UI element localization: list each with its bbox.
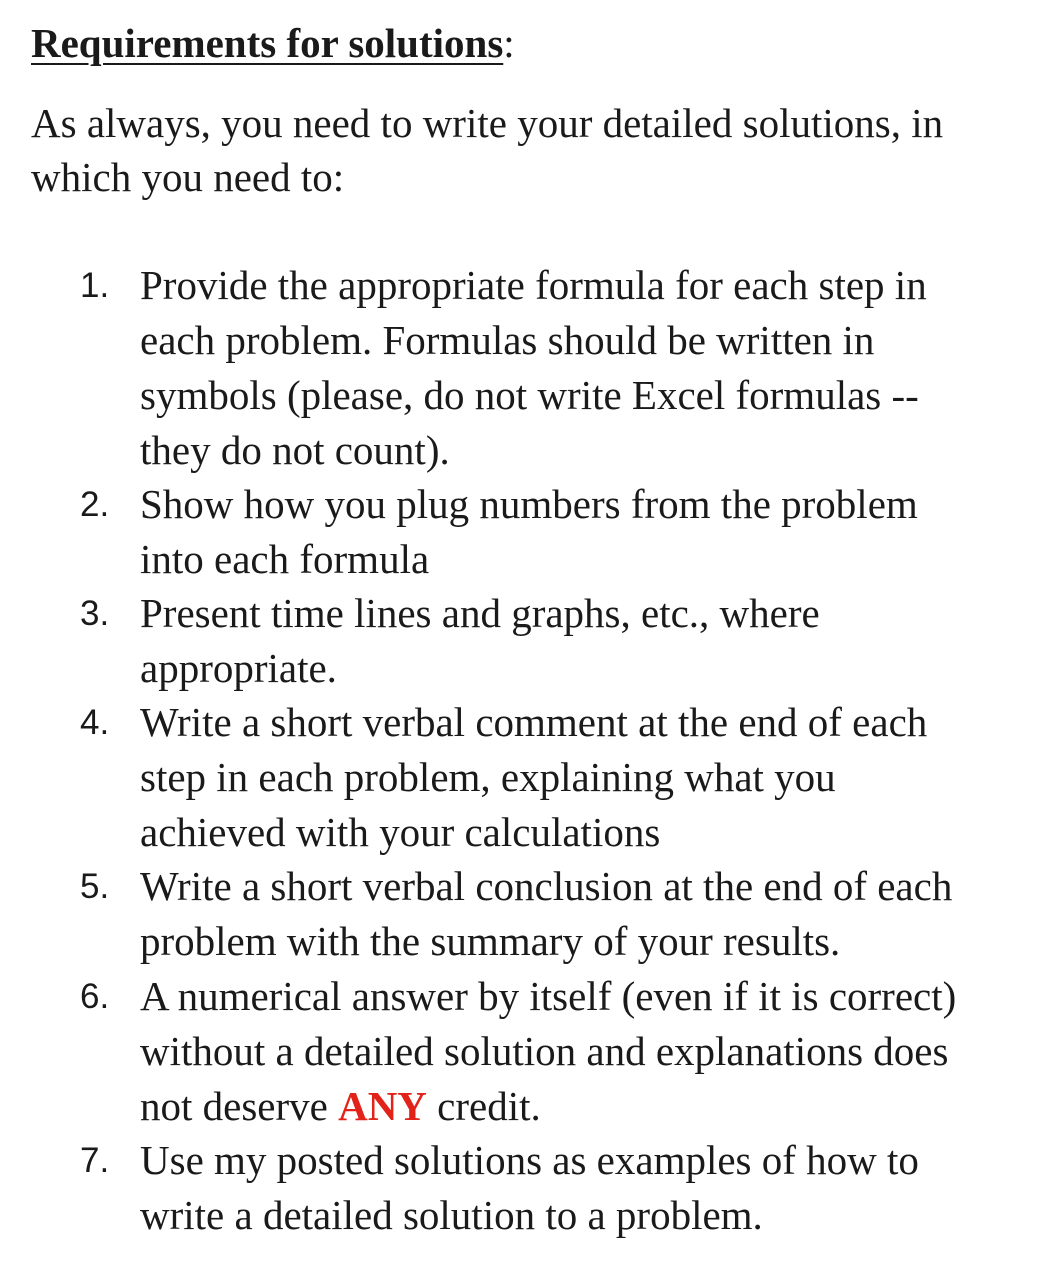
item-number: 2. xyxy=(80,485,110,524)
item-number: 1. xyxy=(80,266,110,305)
item-line: step in each problem, explaining what you xyxy=(140,754,836,800)
item-line: problem with the summary of your results. xyxy=(140,918,841,964)
item-line: into each formula xyxy=(140,536,430,582)
intro-line: which you need to: xyxy=(31,154,345,200)
heading-title: Requirements for solutions xyxy=(31,20,504,66)
item-line: Provide the appropriate formula for each step in xyxy=(140,262,927,308)
item-line: Write a short verbal conclusion at the end of each xyxy=(140,863,953,909)
item-line: write a detailed solution to a problem. xyxy=(140,1192,763,1238)
item-number: 3. xyxy=(80,594,110,633)
item-number: 5. xyxy=(80,867,110,906)
item-text xyxy=(140,969,1040,1134)
line-text-after: credit. xyxy=(426,1083,541,1129)
item-line: Use my posted solutions as examples of how to xyxy=(140,1137,919,1183)
item-number: 7. xyxy=(80,1141,110,1180)
section-heading xyxy=(31,18,515,68)
item-line: each problem. Formulas should be written in xyxy=(140,317,875,363)
intro-line: As always, you need to write your detailed solutions, in xyxy=(31,100,944,146)
intro-paragraph xyxy=(31,96,1031,204)
item-line: appropriate. xyxy=(140,645,337,691)
item-text xyxy=(140,1133,1040,1243)
item-text xyxy=(140,586,1040,696)
emphasis-any: ANY xyxy=(338,1083,427,1129)
item-line: Show how you plug numbers from the problem xyxy=(140,481,918,527)
item-line: without a detailed solution and explanations does xyxy=(140,1028,949,1074)
item-line xyxy=(140,1079,1040,1134)
item-number: 4. xyxy=(80,703,110,742)
item-text xyxy=(140,859,1040,969)
item-line: A numerical answer by itself (even if it is correct) xyxy=(140,973,957,1019)
item-text xyxy=(140,695,1040,860)
item-number: 6. xyxy=(80,977,110,1016)
line-text-before: not deserve xyxy=(140,1083,339,1129)
heading-colon: : xyxy=(503,20,515,66)
item-line: symbols (please, do not write Excel formulas -- xyxy=(140,372,919,418)
item-text xyxy=(140,477,1040,587)
item-line: they do not count). xyxy=(140,427,450,473)
item-line: achieved with your calculations xyxy=(140,809,661,855)
item-line: Write a short verbal comment at the end of each xyxy=(140,699,928,745)
item-text xyxy=(140,258,1040,478)
item-line: Present time lines and graphs, etc., where xyxy=(140,590,820,636)
